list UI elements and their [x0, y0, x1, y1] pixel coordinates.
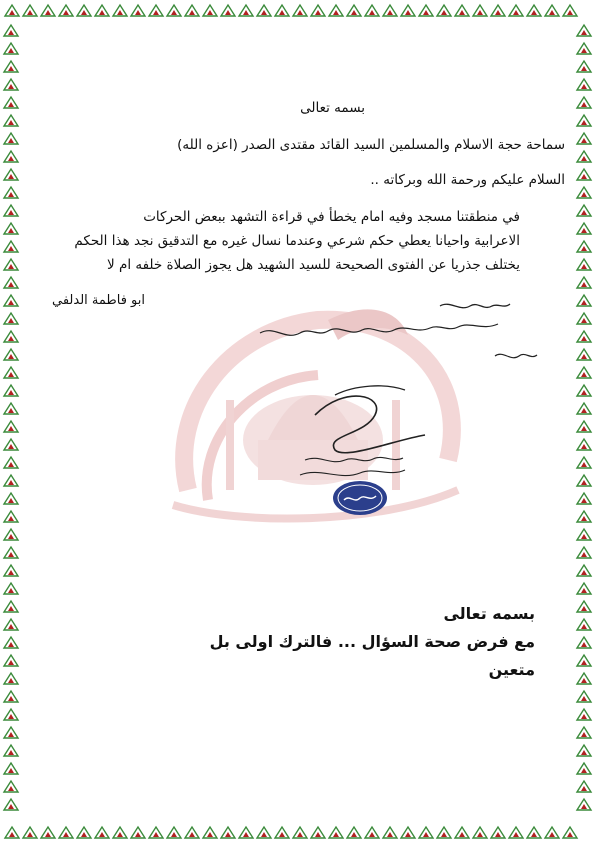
border-tile — [59, 5, 73, 16]
border-tile — [509, 5, 523, 16]
border-tile — [419, 5, 433, 16]
border-tile — [311, 5, 325, 16]
border-tile — [149, 5, 163, 16]
border-tile — [577, 403, 591, 414]
border-tile — [577, 421, 591, 432]
border-tile — [4, 367, 18, 378]
answer-line: بسمه تعالى — [443, 604, 535, 623]
border-tile — [577, 241, 591, 252]
border-tile — [577, 295, 591, 306]
border-tile — [149, 827, 163, 838]
border-tile — [577, 457, 591, 468]
border-tile — [577, 781, 591, 792]
border-tile — [383, 827, 397, 838]
border-tile — [577, 763, 591, 774]
border-tile — [577, 25, 591, 36]
border-tile — [383, 5, 397, 16]
border-tile — [4, 349, 18, 360]
border-tile — [4, 439, 18, 450]
border-tile — [4, 673, 18, 684]
border-tile — [131, 827, 145, 838]
typed-answer — [210, 600, 535, 684]
border-tile — [455, 827, 469, 838]
border-tile — [563, 5, 577, 16]
border-tile — [577, 43, 591, 54]
border-tile — [365, 5, 379, 16]
border-tile — [455, 5, 469, 16]
border-tile — [239, 5, 253, 16]
border-tile — [4, 601, 18, 612]
border-tile — [293, 827, 307, 838]
border-tile — [257, 5, 271, 16]
addressee-line: سماحة حجة الاسلام والمسلمين السيد القائد مقتدى الصدر (اعزه الله) — [177, 137, 565, 153]
border-tile — [577, 331, 591, 342]
border-tile — [577, 655, 591, 666]
border-tile — [203, 827, 217, 838]
sender-name: ابو فاطمة الدلفي — [52, 293, 145, 308]
border-tile — [4, 745, 18, 756]
border-tile — [577, 277, 591, 288]
letter-body — [0, 205, 520, 277]
border-tile — [4, 709, 18, 720]
border-tile — [577, 187, 591, 198]
border-tile — [4, 187, 18, 198]
border-tile — [419, 827, 433, 838]
border-tile — [4, 43, 18, 54]
answer-line: مع فرض صحة السؤال ... فالترك اولى بل — [209, 632, 535, 651]
border-tile — [4, 691, 18, 702]
border-tile — [131, 5, 145, 16]
border-tile — [4, 421, 18, 432]
border-tile — [4, 169, 18, 180]
border-tile — [577, 367, 591, 378]
border-tile — [577, 133, 591, 144]
border-tile — [4, 799, 18, 810]
border-tile — [113, 5, 127, 16]
border-tile — [4, 277, 18, 288]
border-tile — [577, 547, 591, 558]
border-tile — [577, 709, 591, 720]
border-tile — [221, 827, 235, 838]
border-tile — [545, 827, 559, 838]
border-tile — [4, 655, 18, 666]
border-tile — [437, 827, 451, 838]
border-tile — [329, 5, 343, 16]
border-tile — [577, 259, 591, 270]
border-tile — [4, 637, 18, 648]
border-tile — [577, 745, 591, 756]
border-tile — [4, 403, 18, 414]
border-tile — [577, 583, 591, 594]
border-tile — [577, 601, 591, 612]
border-tile — [95, 827, 109, 838]
border-tile — [5, 5, 19, 16]
border-tile — [491, 827, 505, 838]
border-tile — [4, 385, 18, 396]
border-tile — [185, 827, 199, 838]
border-tile — [23, 827, 37, 838]
border-tile — [577, 565, 591, 576]
border-tile — [577, 637, 591, 648]
border-tile — [185, 5, 199, 16]
border-tile — [401, 5, 415, 16]
border-tile — [77, 5, 91, 16]
greeting-line: السلام عليكم ورحمة الله وبركاته .. — [370, 172, 565, 188]
border-tile — [577, 97, 591, 108]
border-tile — [509, 827, 523, 838]
border-tile — [4, 511, 18, 522]
border-tile — [329, 827, 343, 838]
border-tile — [311, 827, 325, 838]
border-tile — [95, 5, 109, 16]
border-tile — [577, 349, 591, 360]
border-tile — [275, 5, 289, 16]
border-tile — [4, 781, 18, 792]
border-tile — [4, 727, 18, 738]
border-tile — [4, 115, 18, 126]
border-tile — [473, 827, 487, 838]
border-tile — [257, 827, 271, 838]
border-tile — [527, 5, 541, 16]
border-tile — [41, 827, 55, 838]
border-tile — [4, 97, 18, 108]
border-tile — [77, 827, 91, 838]
border-tile — [365, 827, 379, 838]
border-tile — [577, 169, 591, 180]
border-tile — [4, 475, 18, 486]
border-tile — [577, 529, 591, 540]
border-tile — [4, 313, 18, 324]
official-stamp — [330, 478, 390, 522]
border-tile — [4, 151, 18, 162]
border-tile — [577, 385, 591, 396]
letter-title: بسمه تعالى — [300, 100, 365, 116]
border-tile — [4, 583, 18, 594]
border-tile — [577, 799, 591, 810]
border-tile — [4, 457, 18, 468]
border-tile — [4, 493, 18, 504]
border-tile — [4, 529, 18, 540]
border-tile — [527, 827, 541, 838]
body-line: في منطقتنا مسجد وفيه امام يخطأ في قراءة التشهد ببعض الحركات — [143, 209, 520, 225]
border-tile — [577, 475, 591, 486]
border-tile — [59, 827, 73, 838]
border-tile — [577, 727, 591, 738]
border-tile — [5, 827, 19, 838]
border-tile — [347, 827, 361, 838]
border-tile — [293, 5, 307, 16]
border-tile — [577, 619, 591, 630]
border-tile — [545, 5, 559, 16]
border-tile — [4, 619, 18, 630]
border-tile — [577, 691, 591, 702]
border-tile — [221, 5, 235, 16]
border-tile — [491, 5, 505, 16]
border-tile — [4, 331, 18, 342]
border-tile — [577, 61, 591, 72]
border-tile — [577, 511, 591, 522]
border-tile — [4, 61, 18, 72]
body-line: يختلف جذريا عن الفتوى الصحيحة للسيد الشهيد هل يجوز الصلاة خلفه ام لا — [106, 257, 520, 273]
border-tile — [4, 565, 18, 576]
border-tile — [577, 313, 591, 324]
border-tile — [437, 5, 451, 16]
border-tile — [577, 79, 591, 90]
answer-line: متعين — [488, 660, 535, 679]
handwritten-reply — [250, 288, 550, 372]
signature — [295, 375, 445, 489]
border-tile — [563, 827, 577, 838]
border-tile — [41, 5, 55, 16]
border-tile — [4, 763, 18, 774]
border-tile — [167, 827, 181, 838]
border-tile — [4, 25, 18, 36]
body-line: الاعرابية واحيانا يعطي حكم شرعي وعندما نسال غيره مع التدقيق نجد هذا الحكم — [74, 233, 520, 249]
border-tile — [23, 5, 37, 16]
border-tile — [239, 827, 253, 838]
border-tile — [4, 295, 18, 306]
border-tile — [203, 5, 217, 16]
border-tile — [473, 5, 487, 16]
border-tile — [577, 205, 591, 216]
border-tile — [577, 151, 591, 162]
border-tile — [401, 827, 415, 838]
border-tile — [4, 133, 18, 144]
border-tile — [167, 5, 181, 16]
border-tile — [577, 115, 591, 126]
border-tile — [4, 79, 18, 90]
border-tile — [577, 223, 591, 234]
border-tile — [4, 547, 18, 558]
border-tile — [113, 827, 127, 838]
border-tile — [347, 5, 361, 16]
border-tile — [577, 673, 591, 684]
border-tile — [577, 493, 591, 504]
border-tile — [275, 827, 289, 838]
border-tile — [577, 439, 591, 450]
